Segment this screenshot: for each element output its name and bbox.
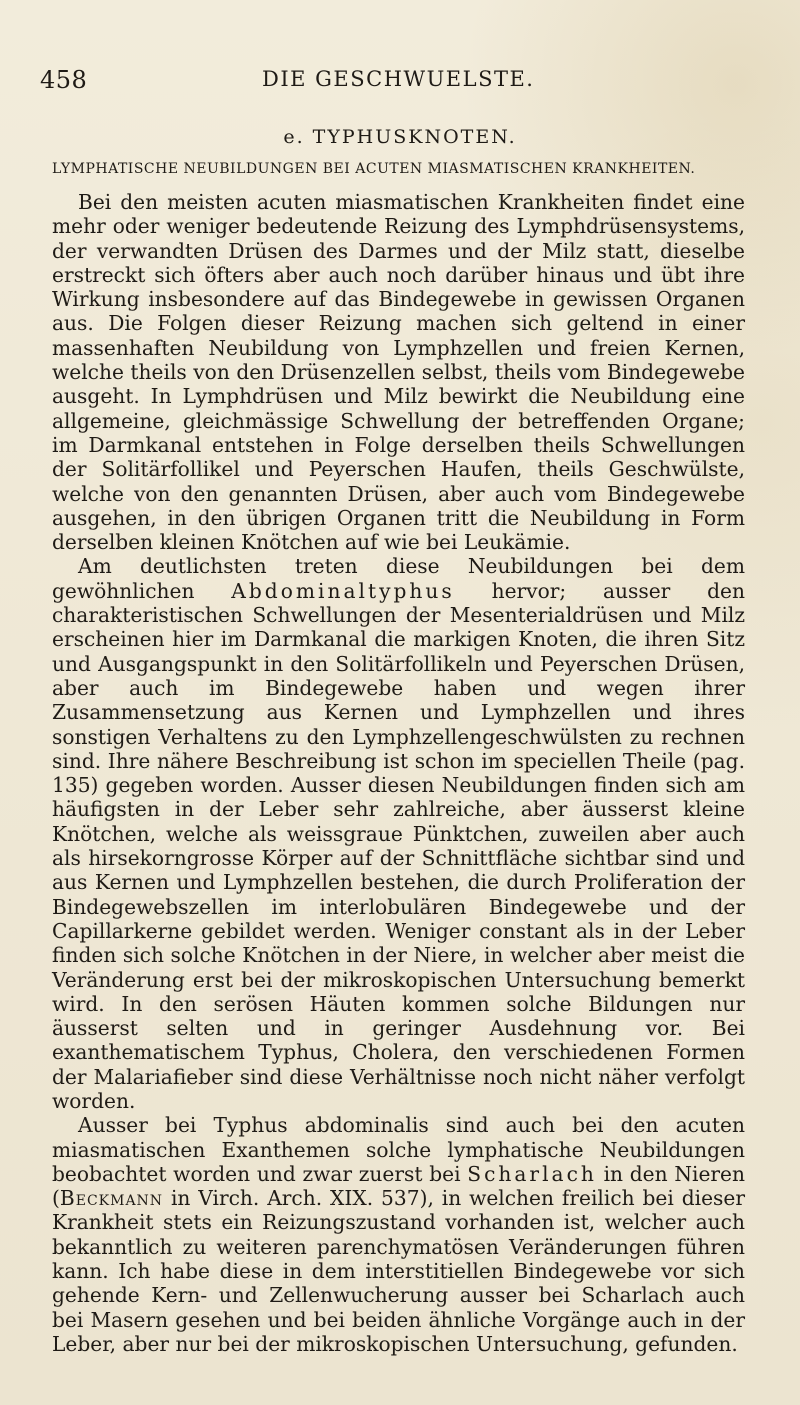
running-head: DIE GESCHWUELSTE. [262, 67, 535, 91]
page-number: 458 [40, 66, 88, 94]
paragraph-1-text: Bei den meisten acuten miasmatischen Krankheiten findet eine mehr oder weniger bedeutende Reizung des Lymphdrüsensystems, der verwandten Drüsen des Darmes und der Milz statt, dieselbe erstreckt sich öfters aber auch noch darüber hinaus und übt ihre Wirkung insbesondere auf das Bindegewebe in gewissen Organen aus. Die Folgen dieser Reizung machen sich geltend in einer massenhaften Neubildung von Lymphzellen und freien Kernen, welche theils von den Drüsenzellen selbst, theils vom Bindegewebe ausgeht. In Lymphdrüsen und Milz bewirkt die Neubildung eine allgemeine, gleichmässige Schwellung der betreffenden Organe; im Darmkanal entstehen in Folge derselben theils Schwellungen der Solitärfollikel und Peyerschen Haufen, theils Geschwülste, welche von den genannten Drüsen, aber auch vom Bindegewebe ausgehen, in den übrigen Organen tritt die Neubildung in Form derselben kleinen Knötchen auf wie bei Leukämie. [52, 190, 745, 555]
section-title: e. TYPHUSKNOTEN. [283, 126, 517, 148]
paragraph-2-text-rest: hervor; ausser den charakteristischen Schwellungen der Mesenterialdrüsen und Milz erscheinen hier im Darmkanal die markigen Knoten, die ihren Sitz und Ausgangspunkt in den Solitärfollikeln und Peyerschen Drüsen, aber auch im Bindegewebe haben und wegen ihrer Zusammensetzung aus Kernen und Lymphzellen und ihres sonstigen Verhaltens zu den Lymphzellengeschwülsten zu rechnen sind. Ihre nähere Beschreibung ist schon im speciellen Theile (pag. 135) gegeben worden. Ausser diesen Neubildungen finden sich am häufigsten in der Leber sehr zahlreiche, aber äusserst kleine Knötchen, welche als weissgraue Pünktchen, zuweilen aber auch als hirsekorngrosse Körper auf der Schnittfläche sichtbar sind und aus Kernen und Lymphzellen bestehen, die durch Proliferation der Bindegewebszellen im interlobulären Bindegewebe und der Capillarkerne gebildet werden. Weniger constant als in der Leber finden sich solche Knötchen in der Niere, in welcher aber meist die Veränderung erst bei der mikroskopischen Untersuchung bemerkt wird. In den serösen Häuten kommen solche Bildungen nur äusserst selten und in geringer Ausdehnung vor. Bei exanthematischem Typhus, Cholera, den verschiedenen Formen der Malariafieber sind diese Verhältnisse noch nicht näher verfolgt worden. [52, 578, 745, 1113]
paragraph-3-text-mid: in den Nieren ( [52, 1161, 746, 1211]
paragraph-3 [52, 1113, 745, 1356]
author-beckmann: Beckmann [59, 1186, 164, 1211]
paragraph-3-text-rest: in Virch. Arch. XIX. 537), in welchen freilich bei dieser Krankheit stets ein Reizungszustand vorhanden ist, welcher auch bekanntlich zu weiteren parenchymatösen Veränderungen führen kann. Ich habe diese in dem interstitiellen Bindegewebe vor sich gehende Kern- und Zellenwucherung ausser bei Scharlach auch bei Masern gesehen und bei beiden ähnliche Vorgänge auch in der Leber, aber nur bei der mikroskopischen Untersuchung, gefunden. [52, 1186, 745, 1356]
section-subtitle: LYMPHATISCHE NEUBILDUNGEN BEI ACUTEN MIASMATISCHEN KRANKHEITEN. [52, 161, 696, 177]
paragraph-1 [52, 190, 745, 554]
emphasis-abdominaltyphus: Abdominaltyphus [231, 578, 455, 603]
paragraph-3-text-start: Ausser bei Typhus abdominalis sind auch bei den acuten miasmatischen Exanthemen solche lymphatische Neubildungen beobachtet worden und zwar zuerst bei [52, 1113, 745, 1186]
paragraph-2 [52, 554, 745, 1113]
emphasis-scharlach: Scharlach [467, 1161, 597, 1186]
paragraph-2-text-start: Am deutlichsten treten diese Neubildungen bei dem gewöhnlichen [52, 554, 745, 603]
body-text [52, 190, 745, 1356]
page-header [40, 66, 730, 96]
